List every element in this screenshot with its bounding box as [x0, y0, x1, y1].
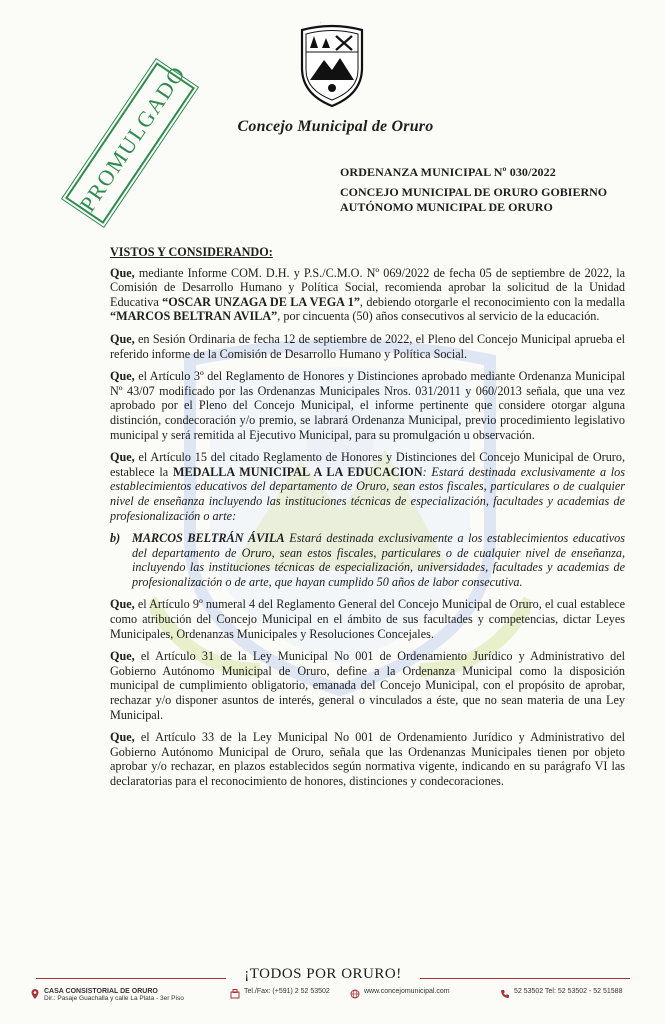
paragraph-2: Que, en Sesión Ordinaria de fecha 12 de septiembre de 2022, el Pleno del Concejo Municipal aprueba el referido informe de la Comisión de Desarrollo Humano y Política Social.	[110, 331, 625, 361]
list-item-letter: b)	[110, 531, 121, 546]
footer-phones: 52 53502 Tel: 52 53502 - 52 51588	[500, 988, 622, 999]
footer-address	[30, 988, 184, 1002]
ordinance-number: ORDENANZA MUNICIPAL Nº 030/2022	[340, 165, 556, 179]
paragraph-4: Que, el Artículo 15 del citado Reglamento de Honores y Distinciones del Concejo Municipal de Oruro, establece la MEDALLA MUNICIPAL A LA EDUCACION: Estará destinada exclusivamente a los establecimientos educativos del departamento de Oruro, sean estos fiscales, particulares o de cualquier nivel de enseñanza incluyendo las instituciones técnicas de especialización, facultades y academias de profesionalización o arte:	[110, 450, 626, 523]
footer-contact	[30, 988, 650, 1016]
municipal-crest-logo	[296, 22, 368, 108]
authority-line-2: AUTÓNOMO MUNICIPAL DE ORURO	[340, 200, 553, 214]
location-pin-icon	[30, 989, 40, 999]
footer-address-line: Dir.: Pasaje Guachalla y calle La Plata - 3er Piso	[44, 995, 184, 1002]
document-body	[110, 245, 625, 797]
paragraph-6: Que, el Artículo 31 de la Ley Municipal No 001 de Ordenamiento Jurídico y Administrativo del Gobierno Autónomo Municipal de Oruro, define a la Ordenanza Municipal como la disposición municipal de cumplimiento obligatorio, emanada del Concejo Municipal, con el propósito de aprobar, rechazar y/o disponer asuntos de interés, general o vinculados a éste, que no sean materia de una Ley Municipal.	[110, 649, 625, 722]
footer-divider-right	[420, 978, 630, 979]
paragraph-3: Que, el Artículo 3º del Reglamento de Honores y Distinciones aprobado mediante Ordenanza Municipal Nº 43/07 modificado por las Ordenanzas Municipales Nros. 031/2011 y 060/2013 señala, que una vez aprobado por el Pleno del Concejo Municipal, el informe pertinente que considere otorgar alguna distinción, condecoración y/o premio, se labrará Ordenanza Municipal, previo procedimiento legislativo municipal y será remitida al Ejecutivo Municipal, para su promulgación u observación.	[110, 369, 625, 442]
authority-line-1: CONCEJO MUNICIPAL DE ORURO GOBIERNO	[340, 185, 608, 199]
footer-website[interactable]: www.concejomunicipal.com	[350, 988, 450, 999]
footer-divider-left	[36, 978, 226, 979]
issuing-authority	[340, 185, 640, 215]
council-name: Concejo Municipal de Oruro	[237, 118, 434, 135]
paragraph-5: Que, el Artículo 9º numeral 4 del Reglamento General del Concejo Municipal de Oruro, el cual establece como atribución del Concejo Municipal en el ámbito de sus facultades y competencias, dictar Leyes Municipales, Ordenanzas Municipales y Resoluciones Concejales.	[110, 597, 625, 641]
footer-tel: Tel./Fax: (+591) 2 52 53502	[230, 988, 330, 999]
list-item-b: b) MARCOS BELTRÁN ÁVILA Estará destinada exclusivamente a los establecimientos educativos del departamento de Oruro, sean estos fiscales, particulares o de cualquier nivel de enseñanza, incluyendo las instituciones técnicas de especialización, universidades, facultades y academias de profesionalización o de arte, que hayan cumplido 50 años de labor consecutiva.	[110, 531, 625, 589]
fax-icon	[230, 989, 240, 999]
footer-slogan: ¡TODOS POR ORURO!	[244, 966, 402, 982]
footer-address-title: CASA CONSISTORIAL DE ORURO	[44, 988, 158, 995]
paragraph-1: Que, mediante Informe COM. D.H. y P.S./C.M.O. Nº 069/2022 de fecha 05 de septiembre de 2022, la Comisión de Desarrollo Humano y Política Social, recomienda aprobar la solicitud de la Unidad Educativa “OSCAR UNZAGA DE LA VEGA 1”, debiendo otorgarle el reconocimiento con la medalla “MARCOS BELTRAN AVILA”, por cincuenta (50) años consecutivos al servicio de la educación.	[110, 265, 625, 324]
paragraph-7: Que, el Artículo 33 de la Ley Municipal No 001 de Ordenamiento Jurídico y Administrativo del Gobierno Autónomo Municipal de Oruro, señala que las Ordenanzas Municipales tienen por objeto aprobar y/o rechazar, en plazos establecidos según normativa vigente, indicando en su parágrafo VI las declaratorias para el reconocimiento de honores, distinciones y condecoraciones.	[110, 730, 625, 788]
globe-icon	[350, 989, 360, 999]
promulgado-stamp: PROMULGADO	[65, 62, 195, 224]
phone-icon	[500, 989, 510, 999]
section-title: VISTOS Y CONSIDERANDO:	[110, 245, 273, 259]
